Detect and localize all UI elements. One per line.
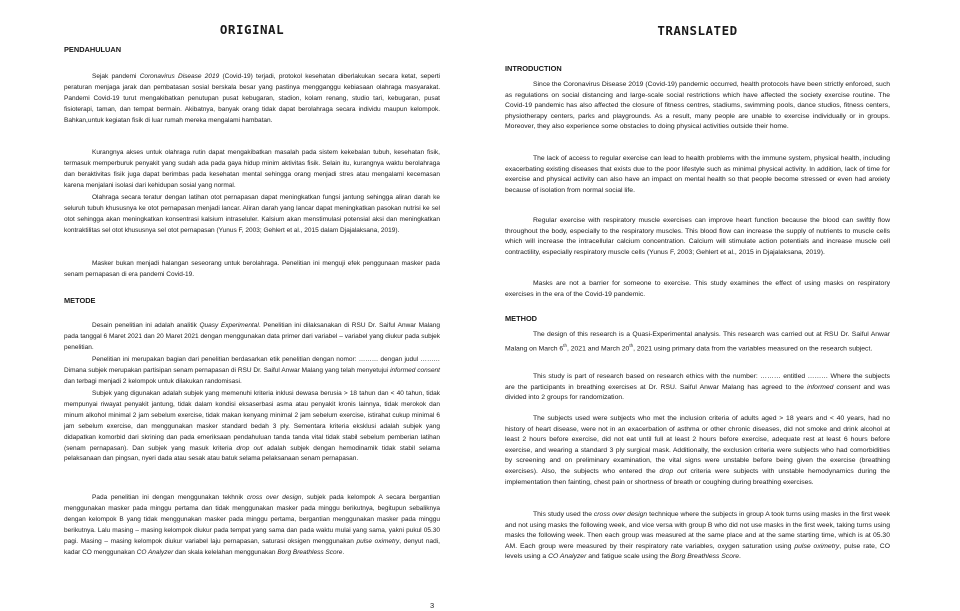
translated-intro-paragraph-1: Since the Coronavirus Disease 2019 (Covid-19) pandemic occurred, health protocols have been strictly enforced, such as regulations on social distancing and large-scale social restrictions which have affected the society exercise routine. The Covid-19 pandemic has also affected the closure of fitness centres, stadiums, swimming pools, dance studios, fitness centers, physiotherapy centers, parks and playgrounds. As a result, many people are unable to exercise individually or in groups. Moreover, they also experience some obstacles to doing physical activities outside their home. <box>505 81 890 131</box>
original-intro-paragraph-4: Masker bukan menjadi halangan seseorang untuk berolahraga. Penelitian ini menguji efek penggunaan masker pada senam pernapasan di era pandemi Covid-19. <box>64 260 440 278</box>
original-method-paragraph-2: Penelitian ini merupakan bagian dari penelitian berdasarkan etik penelitian dengan nomor: ……… dengan judul ……… Dimana subjek merupakan partisipan senam pernapasan di RSU Dr. Saiful Anwar Malang yang telah menyetujui informed consent dan terbagi menjadi 2 kelompok untuk dilakukan randomisasi. <box>64 356 440 385</box>
original-method-heading: METODE <box>64 296 96 305</box>
page-number: 3 <box>430 601 435 610</box>
original-intro-paragraph-1: Sejak pandemi Coronavirus Disease 2019 (Covid-19) terjadi, protokol kesehatan diberlakukan secara ketat, seperti peraturan menjaga jarak dan pembatasan sosial berskala besar yang pastinya mengganggu kebiasaan olahraga masyarakat. Pandemi Covid-19 turut mengakibatkan penutupan pusat kebugaran, stadion, kolam renang, studio tari, kebugaran, pusat fisioterapi, taman, dan tempat bermain. Akibatnya, banyak orang tidak dapat berolahraga secara individu maupun kelompok. Bahkan,untuk kegiatan fisik di luar rumah mereka mengalami hambatan. <box>64 73 440 124</box>
original-intro-paragraph-2: Kurangnya akses untuk olahraga rutin dapat mengakibatkan masalah pada sistem kekebalan tubuh, kesehatan fisik, termasuk memperburuk penyakit yang sudah ada pada gaya hidup minim aktivitas fisik. Selain itu, kurangnya waktu berolahraga dan beraktivitas fisik juga dapat berimbas pada kesehatan mental sehingga orang menjadi stres atau mengalami kecemasan karena menjalani isolasi dari kehidupan sosial yang normal. <box>64 149 440 189</box>
translated-intro-heading: INTRODUCTION <box>505 64 562 73</box>
original-title: ORIGINAL <box>219 22 285 37</box>
original-method-paragraph-1: Desain penelitian ini adalah analitik Quasy Experimental. Penelitian ini dilaksanakan di RSU Dr. Saiful Anwar Malang pada tanggal 6 Maret 2021 dan 20 Maret 2021 dengan menggunakan data primer dari variabel – variabel yang diukur pada subjek penelitian. <box>64 322 440 351</box>
original-intro-heading: PENDAHULUAN <box>64 45 122 54</box>
translated-intro-paragraph-3: Regular exercise with respiratory muscle exercises can improve heart function because the blood can swiftly flow throughout the body, especially to the respiratory muscles. This blood flow can increase the supply of nutrients to muscle cells which will increase the intracellular calcium concentration. Calcium will stimulate action potentials and increase muscle cell contractility, especially respiratory muscle cells (Yunus F, 2003; Gehlert et al., 2015 in Djajalaksana, 2019). <box>505 217 890 256</box>
translated-method-paragraph-4: This study used the cross over design technique where the subjects in group A took turns using masks in the first week and not using masks the following week, and vice versa with group B who did not use masks in the first week, taking turns using masks the following week. Then each group was measured at the same place and at the same starting time, which is at 05.30 AM. Each group were measured by their respiratory rate variables, oxygen saturation using pulse oximetry, pulse rate, CO levels using a CO Analyzer and fatigue scale using the Borg Breathless Score. <box>505 511 890 561</box>
translated-method-paragraph-3: The subjects used were subjects who met the inclusion criteria of adults aged > 18 years and < 40 years, had no history of heart disease, were not in an exacerbation of asthma or other chronic diseases, did not smoke and drink alcohol at least 2 hours before exercise, did not eat until full at least 2 hours before exercise, adequate rest at least 6 hours before exercise, and wearing a standard 3 ply surgical mask. Additionally, the exclusion criteria were subjects who had comorbidities by screening and on preliminary examination, the vital signs were unstable before being given the exercise (breathing exercises). Also, the subjects who entered the drop out criteria were subjects with unstable hemodynamics during the implementation then fainting, chest pain or shortness of breath or coughing during breathing exercises. <box>505 415 890 486</box>
original-intro-paragraph-3: Olahraga secara teratur dengan latihan otot pernapasan dapat meningkatkan fungsi jantung sehingga aliran darah ke seluruh tubuh khususnya ke otot pernapasan menjadi lancar. Aliran darah yang lancar dapat meningkatkan pasokan nutrisi ke sel otot sehingga akan meningkatkan konsentrasi kalsium intraseluler. Kalsium akan menstimulasi potensial aksi dan meningkatkan kontraktilitas sel otot khususnya sel otot pernapasan (Yunus F, 2003; Gehlert et al., 2015 dalam Djajalaksana, 2019). <box>64 194 440 234</box>
translated-method-paragraph-1: The design of this research is a Quasi-Experimental analysis. This research was carried out at RSU Dr. Saiful Anwar Malang on March 6th, 2021 and March 20th, 2021 using primary data from the variables measured on the research subject. <box>505 331 890 352</box>
translated-title: TRANSLATED <box>657 23 738 38</box>
translated-intro-paragraph-2: The lack of access to regular exercise can lead to health problems with the immune system, physical health, including exacerbating existing diseases that exists due to the poor lifestyle such as minimal physical activity. In addition, lack of time for exercise and physical activity can also have an impact on mental health so that people become stressed or even had anxiety because of isolation from normal social life. <box>505 155 890 194</box>
translated-method-paragraph-2: This study is part of research based on research ethics with the number: ……… entitled ……… Where the subjects are the participants in breathing exercises at Dr. RSU. Saiful Anwar Malang has agreed to the informed consent and was divided into 2 groups for randomization. <box>505 373 890 402</box>
original-method-paragraph-4: Pada penelitian ini dengan menggunakan tekhnik cross over design, subjek pada kelompok A secara bergantian menggunakan masker pada minggu pertama dan tidak menggunakan masker pada minggu berikutnya, begitupun sebaliknya dengan kelompok B yang tidak menggunakan masker pada minggu pertama, bergantian menggunakan masker pada minggu berikutnya. Lalu masing – masing kelompok diukur pada tempat yang sama dan pada waktu mulai yang sama, yakni pukul 05.30 pagi. Masing – masing kelompok diukur variabel laju pernapasan, saturasi oksigen menggunakan pulse oximetry, denyut nadi, kadar CO menggunakan CO Analyzer dan skala kelelahan menggunakan Borg Breathless Score. <box>64 494 440 556</box>
translated-method-heading: METHOD <box>505 314 538 323</box>
translated-intro-paragraph-4: Masks are not a barrier for someone to exercise. This study examines the effect of using masks on respiratory exercises in the era of the Covid-19 pandemic. <box>505 280 890 298</box>
original-method-paragraph-3: Subjek yang digunakan adalah subjek yang memenuhi kriteria inklusi dewasa berusia > 18 tahun dan < 40 tahun, tidak mempunyai riwayat penyakit jantung, tidak dalam kondisi eksaserbasi asma atau penyakit kronis lainnya, tidak merokok dan minum alkohol minimal 2 jam sebelum exercise, tidak makan kenyang minimal 2 jam sebelum exercise, istirahat cukup minimal 6 jam sebelum exercise, dan menggunakan masker standard bedah 3 ply. Sementara kriteria eksklusi adalah subjek yang didapatkan komorbid dari skrining dan pada emeriksaan pendahuluan tanda tanda vital tidak stabil sebelum pemberian latihan (senam pernapasan). Dan subjek yang masuk kriteria drop out adalah subjek dengan hemodinamik tidak stabil selama pelaksanaan dan pingsan, nyeri dada atau sesak atau batuk selama pelaksanaan senam pernapasan. <box>64 390 441 463</box>
